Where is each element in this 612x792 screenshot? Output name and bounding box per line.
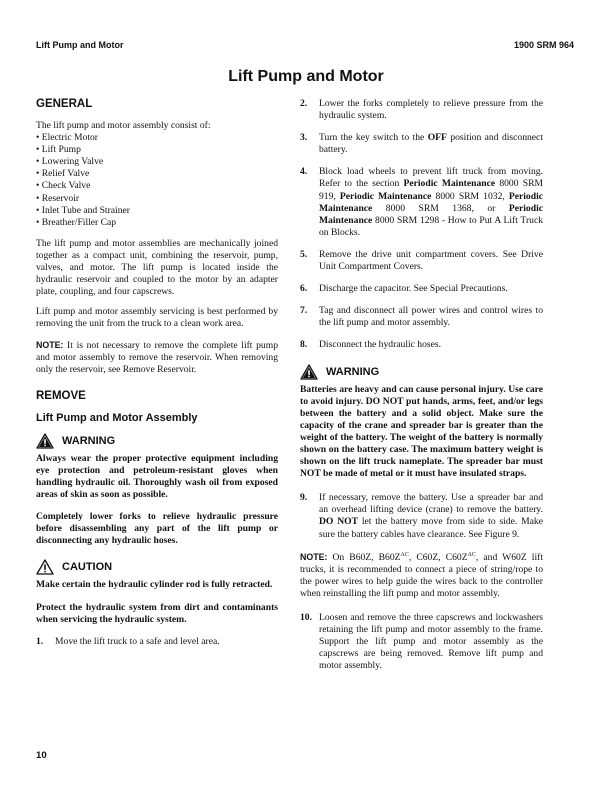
step-text-part: Turn the key switch to the [319,132,428,144]
note-superscript: AC [400,551,409,558]
reference-title: Periodic Maintenance [319,190,543,214]
page-number: 10 [36,750,47,761]
step-text: Lower the forks completely to relieve pressure from the hydraulic system. [319,98,543,122]
section-heading-general: GENERAL [36,98,93,110]
step-text [319,132,543,156]
step-8 [300,339,543,351]
step-6 [300,283,543,295]
warning-lower-forks-text: Completely lower forks to relieve hydraulic pressure before disassembling any part of the lift pump or disconnecting any hydraulic hoses. [36,511,278,547]
running-header-title: Lift Pump and Motor [36,40,124,50]
general-intro: The lift pump and motor assembly consist of: [36,120,211,131]
note-label: NOTE: [300,551,328,562]
caution-triangle-icon [36,559,54,575]
subsection-heading-lift-pump-motor: Lift Pump and Motor Assembly [36,411,198,424]
note-text: It is not necessary to remove the complete lift pump and motor assembly to remove the reservoir. When removing only the reservoir, see Remove Reservoir. [36,339,278,375]
step-number: 9. [300,492,308,504]
left-column [36,98,278,648]
caution-rod-text: Make certain the hydraulic cylinder rod is fully retracted. [36,579,273,591]
warning-label: WARNING [326,365,380,378]
list-item: • Relief Valve [36,168,278,180]
step-text-part: let the battery move from side to side. Make sure the battery cables have clearance. See Figure 9. [319,516,543,540]
page-title: Lift Pump and Motor [228,68,384,85]
step-2 [300,98,543,122]
list-item: • Electric Motor [36,132,278,144]
model-note [300,551,543,600]
reference-title: Periodic Maintenance [319,202,543,226]
step-text-part: 8000 SRM 1298 - How to Put A Lift Truck on Blocks. [319,214,543,238]
step-number: 7. [300,305,308,317]
note-text: On B60Z, B60Z [327,551,401,563]
step-number: 2. [300,98,308,109]
step-5 [300,249,543,273]
step-text: Move the lift truck to a safe and level area. [55,635,220,647]
step-text-part: position and disconnect battery. [319,132,543,156]
step-10 [300,612,543,672]
step-number: 6. [300,283,308,295]
right-column [300,98,543,672]
general-note [36,339,278,376]
step-text-part: 8000 SRM 1032, [431,190,509,202]
note-superscript: AC [467,551,476,558]
general-paragraph-1: The lift pump and motor assemblies are mechanically joined together as a compact unit, combining the reservoir, pump, valves, and motor. The lift pump is located inside the hydraulic reservoir and coupled to the motor by an adapter plate, coupling, and four capscrews. [36,237,278,298]
step-number: 1. [36,635,44,647]
step-1 [36,636,278,648]
component-list [36,132,278,229]
step-text: Disconnect the hydraulic hoses. [319,339,442,351]
step-text-part: 8000 SRM 919, [319,178,543,202]
step-number: 4. [300,166,308,178]
warning-ppe-text: Always wear the proper protective equipment including eye protection and petroleum-resistant gloves when handling hydraulic oil. Thoroughly wash oil from exposed areas of skin as soon as possible. [36,452,278,501]
caution-label: CAUTION [62,561,113,574]
general-paragraph-2: Lift pump and motor assembly servicing is best performed by removing the unit from the truck to a clean work area. [36,306,278,330]
step-text: Remove the drive unit compartment covers. See Drive Unit Compartment Covers. [319,248,543,273]
warning-triangle-icon [300,364,318,380]
step-text [319,492,543,540]
step-text: Loosen and remove the three capscrews and lockwashers retaining the lift pump and motor assembly to the frame. Support the lift pump and motor assembly as the capscrews are being removed. Remove lift pump and motor assembly. [319,612,543,672]
section-heading-remove: REMOVE [36,389,86,402]
step-9 [300,492,543,540]
step-text-emphasis: OFF [427,132,447,144]
warning-label: WARNING [62,434,116,447]
reference-title: Periodic Maintenance [339,190,432,202]
step-text-emphasis: DO NOT [319,516,359,528]
list-item: • Reservoir [36,193,278,205]
list-item: • Lift Pump [36,144,278,156]
step-text: Tag and disconnect all power wires and control wires to the lift pump and motor assembly. [319,305,543,329]
caution-contaminants-text: Protect the hydraulic system from dirt and contaminants when servicing the hydraulic system. [36,601,278,625]
step-text [319,166,543,239]
step-7 [300,305,543,329]
step-number: 3. [300,132,308,144]
step-4 [300,166,543,239]
list-item: • Breather/Filler Cap [36,217,278,229]
caution-header [36,559,278,575]
note-text: , and W60Z lift trucks, it is recommended to connect a piece of string/rope to the power wires to help guide the wires back to the controller when reinstalling the lift pump and motor assembly. [300,551,543,599]
list-item: • Check Valve [36,180,278,192]
step-number: 10. [300,612,312,623]
running-header-doc-number: 1900 SRM 964 [513,40,574,50]
step-text-part: If necessary, remove the battery. Use a spreader bar and an overhead lifting device (crane) to remove the battery. [319,492,543,516]
step-text: Discharge the capacitor. See Special Precautions. [319,283,508,295]
step-text-part: 8000 SRM 1368, or [372,202,509,214]
warning-triangle-icon [36,433,54,449]
step-number: 8. [300,339,308,351]
step-3 [300,132,543,156]
battery-warning-text: Batteries are heavy and can cause personal injury. Use care to avoid injury. DO NOT put hands, arms, feet, and/or legs between the battery and a solid object. Make sure the capacity of the crane and spreader bar is greater than the weight of the battery. The weight of the battery is normally shown on the battery case. The maximum battery weight is shown on the lift truck nameplate. The spreader bar must NOT be made of metal or it must have insulated straps. [300,383,543,480]
reference-title: Periodic Maintenance [403,178,496,190]
step-text-part: Block load wheels to prevent lift truck from moving. Refer to the section [319,166,543,190]
note-label: NOTE: [36,339,64,350]
step-number: 5. [300,248,308,260]
battery-warning-header [300,364,543,380]
note-text: , C60Z, C60Z [408,551,468,563]
warning-header [36,433,278,449]
list-item: • Lowering Valve [36,156,278,168]
list-item: • Inlet Tube and Strainer [36,205,278,217]
